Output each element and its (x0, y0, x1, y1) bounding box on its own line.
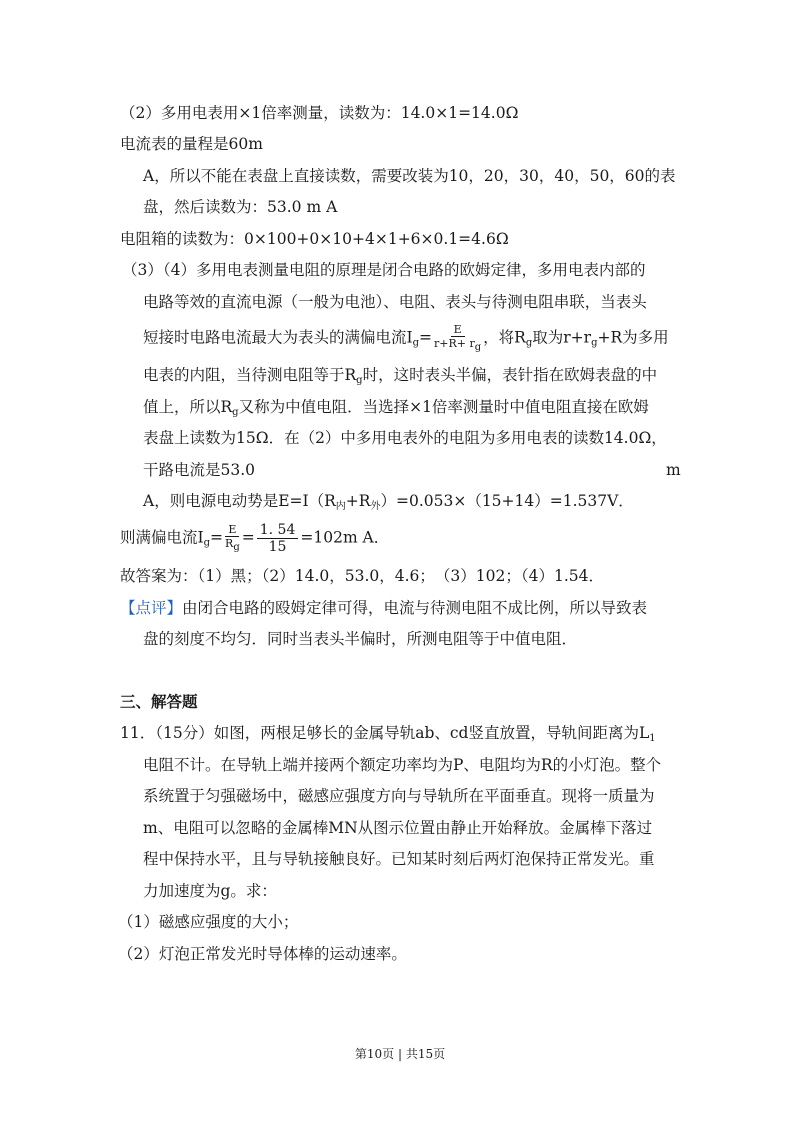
denominator: 15 (268, 539, 287, 555)
text-line: （1）磁感应强度的大小； (118, 913, 299, 931)
answer-line: 故答案为：（1）黑；（2）14.0，53.0，4.6； （3）102；（4）1.54． (120, 567, 604, 585)
text-run: 电表的内阻，当待测电阻等于R (143, 366, 357, 384)
text-run: 取为r+r (532, 328, 592, 347)
text-run: =102 (300, 528, 343, 547)
text-run: +R为多用 (597, 328, 669, 347)
text-run: 值上，所以R (143, 398, 233, 416)
subscript: g (525, 337, 533, 349)
text-line: （3）（4）多用电表测量电阻的原理是闭合电路的欧姆定律，多用电表内部的 (122, 261, 646, 279)
subscript: g (412, 337, 420, 349)
comment-tag: 【点评】 (120, 599, 183, 617)
text-run: +R (345, 492, 371, 510)
text-line: 程中保持水平，且与导轨接触良好。已知某时刻后两灯泡保持正常发光。重 (143, 850, 655, 868)
text-line: 干路电流是53.0 (143, 461, 256, 479)
text-run: 时，这时表头半偏，表针指在欧姆表盘的中 (362, 366, 658, 384)
subscript: g (474, 342, 482, 353)
text-run: ）=0.053×（15+14）=1.537V． (380, 492, 634, 510)
text-line: （2）多用电表用×1倍率测量，读数为：14.0×1=14.0Ω (120, 104, 519, 122)
comment-line (120, 597, 647, 619)
text-run: 短接时电路电流最大为表头的满偏电流I (143, 328, 413, 347)
equals: = (241, 528, 255, 547)
subscript: g (591, 337, 598, 349)
formula-line (143, 323, 669, 355)
fraction (257, 522, 299, 555)
text-line: A，所以不能在表盘上直接读数，需要改装为10，20，30，40，50，60的表 (143, 167, 676, 185)
text-line: 系统置于匀强磁场中，磁感应强度方向与导轨所在平面垂直。现将一质量为 (143, 787, 655, 805)
section-heading: 三、解答题 (120, 692, 198, 711)
subscript: g (203, 537, 211, 549)
numerator: E (225, 523, 239, 537)
text-run: 11．（15分）如图，两根足够长的金属导轨ab、cd竖直放置，导轨间距离为L (120, 724, 650, 742)
text-line: 电阻箱的读数为：0×100+0×10+4×1+6×0.1=4.6Ω (120, 230, 509, 248)
text-line (143, 396, 649, 424)
subscript: g (356, 375, 363, 386)
denominator (434, 337, 481, 354)
subscript: 1 (649, 733, 656, 744)
text-line (143, 490, 634, 518)
subscript: 外 (370, 501, 381, 512)
text-line: 电阻不计。在导轨上端并接两个额定功率均为P、电阻均为R的小灯泡。整个 (143, 756, 662, 774)
text-run: 又称为中值电阻．当选择×1倍率测量时中值电阻直接在欧姆 (238, 398, 649, 416)
text-run: A，则电源电动势是E=I（R (143, 492, 336, 510)
text-line: 力加速度为g。求： (143, 882, 277, 900)
subscript: g (233, 542, 240, 553)
text-line: （2）灯泡正常发光时导体棒的运动速率。 (118, 945, 407, 963)
text-run: 则满偏电流I (120, 528, 204, 547)
text-line: 电流表的量程是60m (120, 135, 263, 153)
numerator: 1. 54 (257, 522, 299, 539)
fraction (434, 323, 481, 354)
text-line: 电路等效的直流电源（一般为电池）、电阻、表头与待测电阻串联，当表头 (143, 293, 647, 311)
page-footer: 第10页 | 共15页 (354, 1047, 446, 1061)
equals: = (419, 328, 433, 347)
text-line: m、电阻可以忽略的金属棒MN从图示位置由静止开始释放。金属棒下落过 (143, 819, 653, 837)
denominator-text: R (225, 537, 234, 550)
fraction (225, 523, 240, 554)
text-run: m A． (342, 528, 390, 547)
denominator (225, 537, 240, 554)
subscript: 内 (335, 501, 346, 512)
question-line (120, 722, 656, 750)
text-line: 盘的刻度不均匀．同时当表头半偏时，所测电阻等于中值电阻． (143, 630, 578, 648)
text-line: m (666, 461, 681, 479)
text-run: 由闭合电路的殴姆定律可得，电流与待测电阻不成比例，所以导致表 (182, 599, 648, 617)
numerator: E (451, 323, 465, 337)
denominator-text: r+R+ r (434, 337, 475, 350)
text-run: ，将R (483, 328, 526, 347)
text-line (143, 364, 657, 392)
formula-line (120, 522, 389, 555)
subscript: g (232, 407, 239, 418)
text-line: 盘，然后读数为：53.0 m A (143, 198, 338, 216)
equals: = (210, 528, 224, 547)
text-line: 表盘上读数为15Ω．在（2）中多用电表外的电阻为多用电表的读数14.0Ω， (143, 429, 667, 447)
